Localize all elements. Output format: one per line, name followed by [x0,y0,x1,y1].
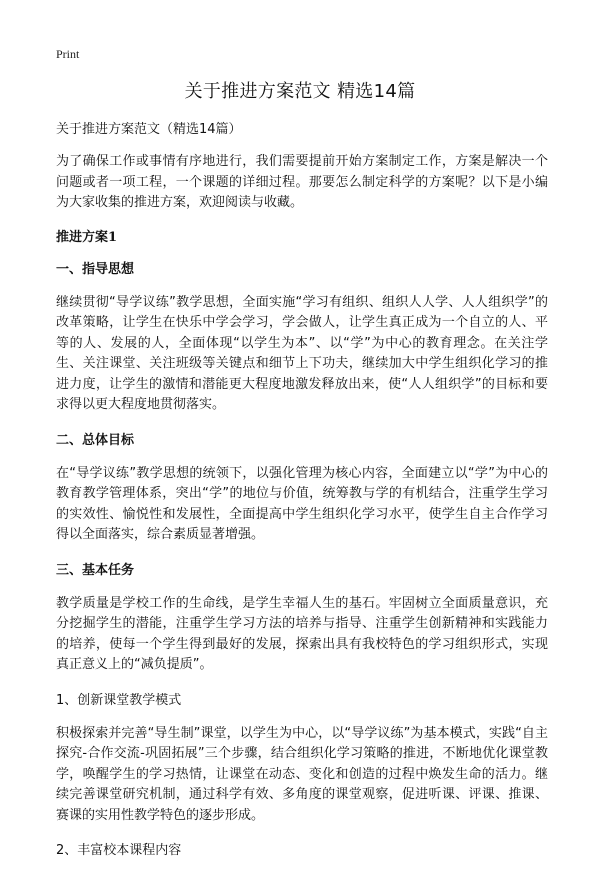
section-paragraph-overall-goal: 在“导学议练”教学思想的统领下，以强化管理为核心内容，全面建立以“学”为中心的教育教学管理体系，突出“学”的地位与价值，统筹教与学的有机结合，注重学生学习的实效性、愉悦性和发展性，全面提高中学生组织化学习水平，使学生自主合作学习得以全面落实，综合素质显著增强。 [56,465,548,542]
section-paragraph-guiding-ideology: 继续贯彻“导学议练”教学思想，全面实施“学习有组织、组织人人学、人人组织学”的改革策略，让学生在快乐中学会学习，学会做人，让学生真正成为一个自立的人、平等的人、发展的人，全面体现“以学生为本”、以“学”为中心的教育理念。在关注学生、关注课堂、关注班级等关键点和细节上下功夫，继续加大中学生组织化学习的推进力度，让学生的激情和潜能更大程度地激发释放出来，使“人人组织学”的目标和要求得以更大程度地贯彻落实。 [56,294,548,412]
section-heading-guiding-ideology: 一、指导思想 [56,261,135,277]
item-paragraph-classroom-model: 积极探索并完善“导生制”课堂，以学生为中心，以“导学议练”为基本模式，实践“自主探究-合作交流-巩固拓展”三个步骤，结合组织化学习策略的推进，不断地优化课堂教学，唤醒学生的学习热情，让课堂在动态、变化和创造的过程中焕发生命的活力。继续完善课堂研究机制，通过科学有效、多角度的课堂观察，促进听课、评课、推课、赛课的实用性教学特色的逐步形成。 [56,725,548,823]
item-heading-classroom-model: 1、创新课堂教学模式 [56,692,182,708]
intro-paragraph: 为了确保工作或事情有序地进行，我们需要提前开始方案制定工作，方案是解决一个问题或者一项工程，一个课题的详细过程。那要怎么制定科学的方案呢？以下是小编为大家收集的推进方案，欢迎阅读与收藏。 [56,154,548,210]
plan-heading: 推进方案1 [56,229,118,245]
section-paragraph-basic-tasks: 教学质量是学校工作的生命线，是学生幸福人生的基石。牢固树立全面质量意识，充分挖掘学生的潜能，注重学生学习方法的培养与指导、注重学生创新精神和实践能力的培养，使每一个学生得到最好的发展，探索出具有我校特色的学习组织形式，实现真正意义上的“减负提质”。 [56,595,548,672]
print-link[interactable]: Print [56,47,80,61]
item-heading-school-curriculum: 2、丰富校本课程内容 [56,843,182,858]
page-title: 关于推进方案范文 精选14篇 [184,81,416,102]
article-body [56,120,548,874]
section-heading-basic-tasks: 三、基本任务 [56,562,135,578]
article-subtitle: 关于推进方案范文（精选14篇） [56,122,242,137]
section-heading-overall-goal: 二、总体目标 [56,432,135,448]
